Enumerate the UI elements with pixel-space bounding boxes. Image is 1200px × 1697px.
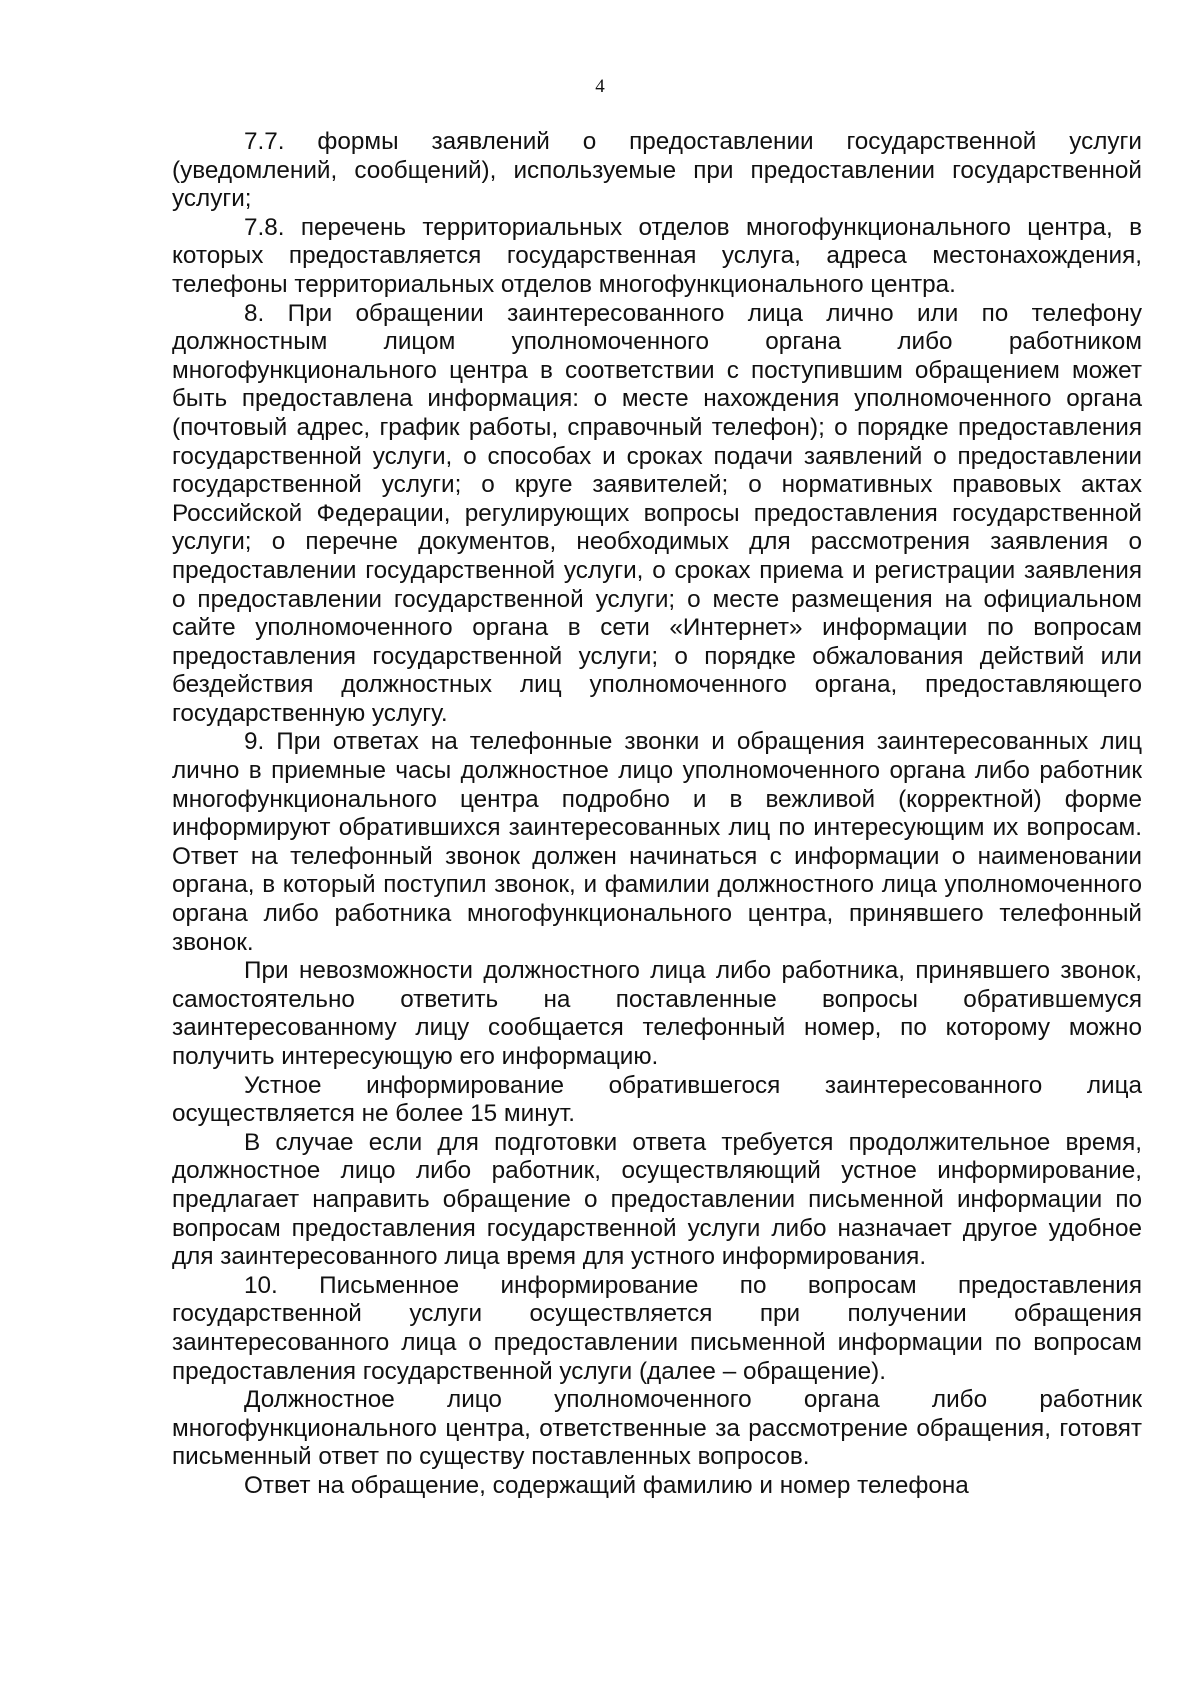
paragraph-7-8: 7.8. перечень территориальных отделов многофункционального центра, в которых предоставляется государственная услуга, адреса местонахождения, телефоны территориальных отделов многофункционального центра. (172, 213, 1142, 298)
paragraph-7-7: 7.7. формы заявлений о предоставлении государственной услуги (уведомлений, сообщений), используемые при предоставлении государственной услуги; (172, 128, 1142, 213)
paragraph-10-answer: Ответ на обращение, содержащий фамилию и номер телефона (244, 1471, 969, 1499)
paragraph-9-long-answer: В случае если для подготовки ответа требуется продолжительное время, должностное лицо либо работник, осуществляющий устное информирование, предлагает направить обращение о предоставлении письменной информации по вопросам предоставления государственной услуги либо назначает другое удобное для заинтересованного лица время для устного информирования. (172, 1128, 1142, 1271)
paragraph-10: 10. Письменное информирование по вопросам предоставления государственной услуги осуществляется при получении обращения заинтересованного лица о предоставлении письменной информации по вопросам предоставления государственной услуги (далее – обращение). (172, 1271, 1142, 1385)
paragraph-10-official: Должностное лицо уполномоченного органа либо работник многофункционального центра, ответственные за рассмотрение обращения, готовят письменный ответ по существу поставленных вопросов. (172, 1386, 1142, 1471)
paragraph-9: 9. При ответах на телефонные звонки и обращения заинтересованных лиц лично в приемные часы должностное лицо уполномоченного органа либо работник многофункционального центра подробно и в вежливой (корректной) форме информируют обратившихся заинтересованных лиц по интересующим их вопросам. Ответ на телефонный звонок должен начинаться с информации о наименовании органа, в который поступил звонок, и фамилии должностного лица уполномоченного органа либо работника многофункционального центра, принявшего телефонный звонок. (172, 728, 1142, 956)
paragraph-9-duration: Устное информирование обратившегося заинтересованного лица осуществляется не более 15 минут. (172, 1071, 1142, 1128)
paragraph-9-callback: При невозможности должностного лица либо работника, принявшего звонок, самостоятельно ответить на поставленные вопросы обратившемуся заинтересованному лицу сообщается телефонный номер, по которому можно получить интересующую его информацию. (172, 957, 1142, 1070)
document-body (172, 128, 1142, 1501)
paragraph-8: 8. При обращении заинтересованного лица лично или по телефону должностным лицом уполномоченного органа либо работником многофункционального центра в соответствии с поступившим обращением может быть предоставлена информация: о месте нахождения уполномоченного органа (почтовый адрес, график работы, справочный телефон); о порядке предоставления государственной услуги, о способах и сроках подачи заявлений о предоставлении государственной услуги; о круге заявителей; о нормативных правовых актах Российской Федерации, регулирующих вопросы предоставления государственной услуги; о перечне документов, необходимых для рассмотрения заявления о предоставлении государственной услуги, о сроках приема и регистрации заявления о предоставлении государственной услуги; о месте размещения на официальном сайте уполномоченного органа в сети «Интернет» информации по вопросам предоставления государственной услуги; о порядке обжалования действий или бездействия должностных лиц уполномоченного органа, предоставляющего государственную услугу. (172, 299, 1142, 727)
page-number: 4 (595, 76, 605, 97)
